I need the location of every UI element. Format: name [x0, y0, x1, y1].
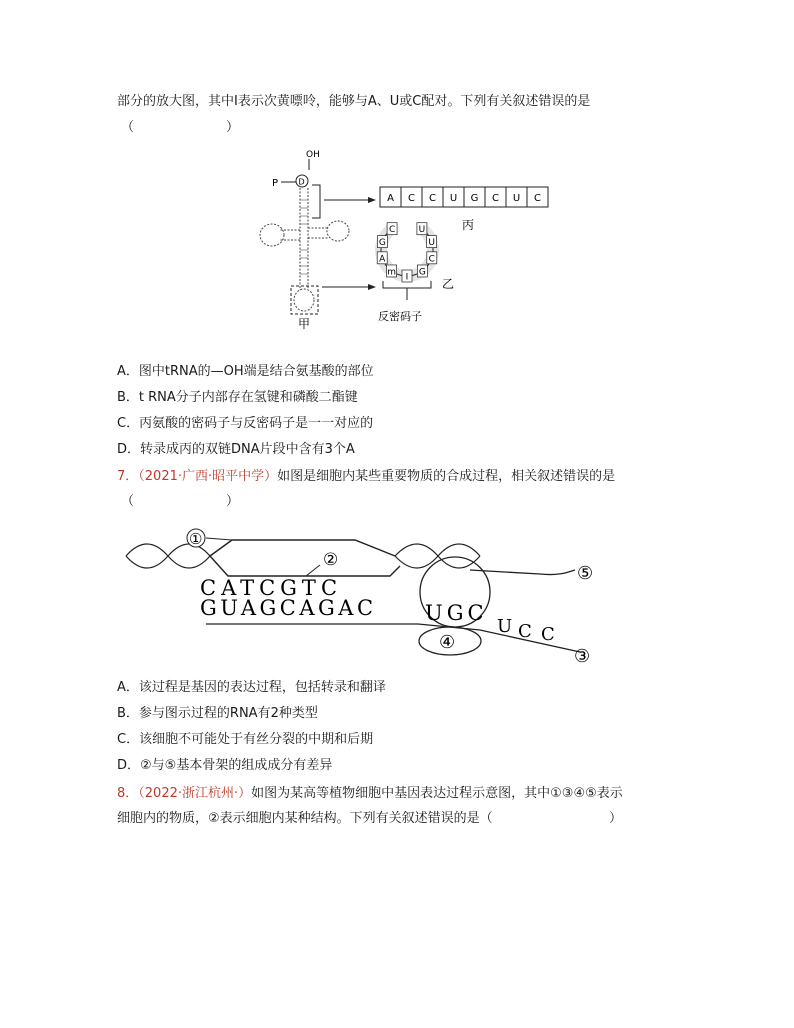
q7-answer-paren-left: （: [121, 494, 135, 509]
loop-base-letter: A: [379, 254, 386, 265]
trna-figure: [250, 140, 560, 330]
q7-answer-paren-right: ）: [226, 494, 240, 509]
label-1: ①: [189, 530, 203, 548]
sequence-cells: [380, 187, 548, 207]
ribosome-codon: UGC: [425, 601, 488, 625]
trna-stem: [300, 188, 308, 290]
polypeptide-chain: [470, 570, 575, 575]
anticodon-loop-enlarged: [377, 223, 437, 283]
label-5: ⑤: [577, 563, 594, 584]
anticodon-loop: [294, 289, 314, 311]
sequence-cell-letter: A: [387, 193, 394, 204]
q7-source: （2021·广西·昭平中学）: [138, 469, 278, 484]
q6-option-b: B．t RNA分子内部存在氢键和磷酸二酯键: [117, 390, 358, 405]
sequence-cell-letter: C: [408, 193, 415, 204]
q7-option-a: A．该过程是基因的表达过程，包括转录和翻译: [117, 680, 386, 695]
q6-option-a: A．图中tRNA的—OH端是结合氨基酸的部位: [117, 364, 374, 379]
t-loop: [327, 221, 349, 241]
sequence-cell-letter: C: [534, 193, 541, 204]
q8-stem-line1: [117, 785, 623, 803]
sequence-cell-letter: G: [470, 193, 479, 204]
label-4: ④: [439, 632, 456, 653]
bing-label: 丙: [462, 218, 475, 232]
loop-base-letter: U: [428, 238, 435, 249]
loop-base-letter: C: [428, 254, 435, 265]
q7-option-b: B．参与图示过程的RNA有2种类型: [117, 706, 318, 721]
q8-stem-line2: 细胞内的物质，②表示细胞内某种结构。下列有关叙述错误的是（: [117, 811, 493, 826]
q8-stem-1: 如图为某高等植物细胞中基因表达过程示意图，其中①③④⑤表示: [251, 786, 623, 801]
jia-label: 甲: [298, 317, 311, 330]
oh-label: OH: [306, 150, 320, 160]
q8-number: 8．: [117, 786, 139, 801]
tail-u: U: [497, 616, 513, 637]
q6-answer-paren-left: （: [121, 120, 135, 135]
d-loop: [260, 224, 284, 246]
sequence-cell-letter: U: [512, 193, 521, 204]
d-label: D: [298, 177, 305, 187]
q7-number: 7．: [117, 469, 139, 484]
expression-figure: [120, 520, 610, 670]
loop-base-letter: m: [387, 267, 397, 278]
q7-option-c: C．该细胞不可能处于有丝分裂的中期和后期: [117, 732, 374, 747]
top-strand-seq: CATCGTC: [200, 576, 343, 600]
loop-base-letter: G: [378, 238, 386, 249]
q7-option-d: D．②与⑤基本骨架的组成成分有差异: [117, 758, 333, 773]
q8-source: （2022·浙江杭州·）: [138, 786, 252, 801]
loop-base-letter: I: [405, 272, 409, 283]
q8-answer-paren-right: ）: [609, 811, 623, 826]
dna-strand-1: [210, 540, 395, 556]
label-2: ②: [323, 550, 339, 570]
yi-label: 乙: [442, 277, 455, 291]
tail-c2: C: [541, 624, 555, 645]
dna-strand-2: [210, 556, 400, 576]
loop-base-letter: C: [388, 225, 396, 236]
loop-base-letter: G: [418, 267, 426, 278]
sequence-cell-letter: C: [492, 193, 499, 204]
q7-stem: 如图是细胞内某些重要物质的合成过程，相关叙述错误的是: [277, 469, 616, 484]
sequence-cell-letter: C: [429, 193, 436, 204]
q7-stem-line: [117, 468, 615, 486]
label-3: ③: [574, 646, 591, 667]
q6-intro: 部分的放大图，其中I表示次黄嘌呤，能够与A、U或C配对。下列有关叙述错误的是: [117, 94, 591, 109]
tail-c1: C: [518, 621, 532, 642]
anticodon-label: 反密码子: [378, 310, 422, 323]
q6-option-d: D．转录成丙的双链DNA片段中含有3个A: [117, 442, 355, 457]
loop-base-letter: U: [418, 225, 426, 236]
bottom-strand-seq: GUAGCAGAC: [200, 596, 377, 620]
q6-answer-paren-right: ）: [226, 120, 240, 135]
p-label: P: [272, 178, 279, 189]
sequence-cell-letter: U: [449, 193, 458, 204]
q6-option-c: C．丙氨酸的密码子与反密码子是一一对应的: [117, 416, 374, 431]
dna-helix-right: [395, 544, 480, 568]
